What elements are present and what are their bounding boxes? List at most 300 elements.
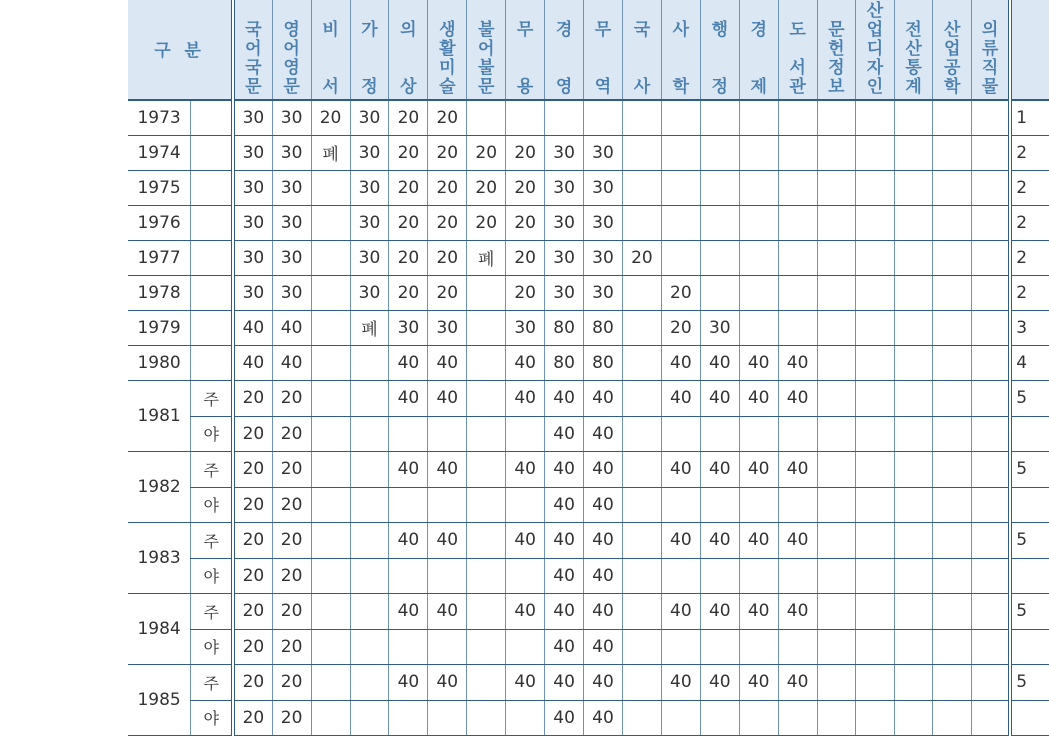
quota-cell: 30: [350, 170, 389, 205]
quota-cell: 40: [545, 416, 584, 451]
quota-cell: [933, 558, 972, 593]
quota-cell: [933, 380, 972, 416]
quota-cell: [856, 135, 895, 170]
session-cell: 주: [191, 451, 233, 487]
quota-cell: [350, 593, 389, 629]
quota-cell: 40: [661, 451, 700, 487]
quota-cell: [467, 487, 506, 522]
header-char: 생: [439, 20, 456, 40]
quota-cell: [311, 593, 350, 629]
quota-cell: [778, 310, 817, 345]
header-subject-label: [867, 2, 883, 99]
header-char: 업: [866, 20, 884, 40]
quota-cell: 40: [778, 345, 817, 380]
quota-cell: [972, 593, 1011, 629]
quota-cell: [428, 629, 467, 664]
quota-cell: 40: [661, 522, 700, 558]
quota-cell: [972, 629, 1011, 664]
quota-cell: 40: [700, 664, 739, 700]
quota-cell: [700, 275, 739, 310]
quota-cell: 20: [272, 700, 311, 735]
quota-cell: [933, 700, 972, 735]
header-char: [361, 59, 377, 78]
quota-cell: 40: [739, 664, 778, 700]
quota-cell: 20: [467, 170, 506, 205]
quota-cell: [972, 100, 1011, 135]
quota-cell: 40: [661, 345, 700, 380]
quota-cell: 폐: [350, 310, 389, 345]
quota-cell: [856, 700, 895, 735]
quota-cell: 20: [233, 629, 272, 664]
quota-cell: [778, 629, 817, 664]
quota-cell: [350, 451, 389, 487]
header-char: 상: [400, 77, 417, 97]
quota-cell: 30: [584, 170, 623, 205]
header-subject: [350, 0, 389, 100]
quota-cell: 40: [428, 593, 467, 629]
quota-cell: [739, 170, 778, 205]
total-cell: [1010, 558, 1049, 593]
header-subject-label: [283, 21, 299, 99]
quota-cell: [700, 135, 739, 170]
total-cell: 5: [1010, 451, 1049, 487]
quota-cell: 40: [545, 558, 584, 593]
table-row: [128, 700, 1049, 735]
header-char: [595, 40, 611, 59]
header-char: 비: [322, 20, 339, 40]
quota-cell: [506, 558, 545, 593]
quota-cell: [856, 522, 895, 558]
header-subject-label: [595, 21, 611, 99]
table-row: [128, 487, 1049, 522]
quota-cell: 30: [545, 240, 584, 275]
quota-cell: [350, 629, 389, 664]
quota-cell: [622, 345, 661, 380]
table-header-row: [128, 0, 1049, 100]
quota-cell: [467, 345, 506, 380]
quota-cell: [817, 240, 856, 275]
session-cell: [191, 275, 233, 310]
quota-cell: [933, 487, 972, 522]
header-char: [673, 40, 689, 59]
quota-cell: 80: [584, 345, 623, 380]
quota-cell: 30: [350, 205, 389, 240]
header-char: [400, 40, 416, 59]
header-char: 영: [283, 20, 300, 40]
quota-cell: 40: [739, 522, 778, 558]
quota-cell: [933, 522, 972, 558]
quota-cell: [817, 629, 856, 664]
quota-cell: [894, 170, 933, 205]
quota-cell: 30: [506, 310, 545, 345]
quota-cell: [311, 416, 350, 451]
header-char: [982, 2, 998, 21]
quota-cell: 40: [506, 593, 545, 629]
table-row: [128, 100, 1049, 135]
quota-cell: 20: [506, 240, 545, 275]
quota-cell: [778, 558, 817, 593]
quota-cell: 40: [389, 522, 428, 558]
total-cell: 2: [1010, 170, 1049, 205]
quota-cell: [933, 451, 972, 487]
quota-cell: 80: [545, 310, 584, 345]
quota-cell: 30: [584, 240, 623, 275]
header-char: [517, 59, 533, 78]
quota-cell: [778, 240, 817, 275]
header-subject: [972, 0, 1011, 100]
quota-cell: [739, 100, 778, 135]
header-subject: [622, 0, 661, 100]
quota-cell: [817, 170, 856, 205]
quota-cell: 40: [428, 380, 467, 416]
header-char: 자: [866, 58, 884, 78]
quota-cell: [700, 700, 739, 735]
header-char: 사: [633, 77, 651, 97]
total-cell: 3: [1010, 310, 1049, 345]
header-char: 서: [789, 58, 806, 78]
quota-cell: [428, 416, 467, 451]
quota-cell: [894, 135, 933, 170]
header-char: 공: [943, 58, 961, 78]
session-cell: 야: [191, 700, 233, 735]
quota-cell: [778, 416, 817, 451]
header-total: [1010, 0, 1049, 100]
quota-cell: [778, 100, 817, 135]
quota-cell: [506, 416, 545, 451]
quota-cell: [778, 135, 817, 170]
header-subject-label: [905, 2, 921, 99]
quota-cell: [894, 700, 933, 735]
header-char: [750, 59, 766, 78]
quota-cell: 30: [584, 275, 623, 310]
quota-cell: [894, 522, 933, 558]
session-cell: 야: [191, 487, 233, 522]
session-cell: 야: [191, 558, 233, 593]
session-cell: [191, 100, 233, 135]
quota-cell: [622, 275, 661, 310]
header-char: 역: [594, 77, 612, 97]
quota-cell: [389, 629, 428, 664]
table-row: [128, 205, 1049, 240]
table-row: [128, 629, 1049, 664]
quota-cell: [933, 240, 972, 275]
quota-cell: [856, 487, 895, 522]
quota-cell: 40: [233, 310, 272, 345]
quota-cell: 20: [506, 170, 545, 205]
quota-cell: [739, 205, 778, 240]
header-char: [517, 40, 533, 59]
quota-cell: [700, 629, 739, 664]
header-char: 산: [866, 1, 884, 21]
quota-cell: [661, 558, 700, 593]
quota-cell: 40: [428, 522, 467, 558]
quota-cell: [972, 135, 1011, 170]
header-subject-label: [478, 21, 494, 99]
quota-cell: [311, 664, 350, 700]
quota-cell: [467, 275, 506, 310]
year-cell: 1974: [128, 135, 191, 170]
header-subject-label: [245, 21, 261, 99]
quota-cell: [894, 205, 933, 240]
header-char: 학: [672, 77, 690, 97]
header-subject-label: [750, 21, 766, 99]
quota-cell: 30: [350, 275, 389, 310]
quota-cell: [856, 664, 895, 700]
quota-cell: [817, 310, 856, 345]
table-row: [128, 310, 1049, 345]
quota-cell: [817, 416, 856, 451]
quota-cell: [817, 664, 856, 700]
header-char: 무: [516, 20, 534, 40]
header-char: 의: [400, 20, 417, 40]
quota-cell: 40: [545, 451, 584, 487]
quota-cell: [506, 487, 545, 522]
quota-cell: 30: [272, 135, 311, 170]
quota-cell: [622, 558, 661, 593]
quota-cell: [856, 240, 895, 275]
quota-cell: [972, 522, 1011, 558]
header-subject: [933, 0, 972, 100]
quota-cell: 40: [545, 629, 584, 664]
quota-cell: [856, 593, 895, 629]
year-cell: 1982: [128, 451, 191, 522]
quota-cell: [972, 451, 1011, 487]
quota-cell: [972, 558, 1011, 593]
quota-cell: [622, 100, 661, 135]
header-char: [361, 40, 377, 59]
quota-cell: [428, 700, 467, 735]
quota-cell: 40: [506, 522, 545, 558]
header-char: 영: [555, 77, 573, 97]
header-char: [634, 40, 650, 59]
header-subject-label: [556, 21, 572, 99]
quota-cell: [817, 380, 856, 416]
quota-cell: 40: [389, 451, 428, 487]
total-cell: 5: [1010, 664, 1049, 700]
header-char: 헌: [828, 39, 845, 59]
quota-cell: 20: [622, 240, 661, 275]
header-char: 무: [594, 20, 612, 40]
header-char: 미: [439, 58, 456, 78]
quota-cell: [972, 310, 1011, 345]
header-char: [905, 2, 921, 21]
quota-cell: [894, 629, 933, 664]
quota-cell: [506, 629, 545, 664]
year-cell: 1983: [128, 522, 191, 593]
quota-cell: 30: [272, 205, 311, 240]
quota-cell: [894, 100, 933, 135]
enrollment-quota-table: [128, 0, 1049, 736]
quota-cell: 40: [739, 345, 778, 380]
quota-cell: 40: [584, 451, 623, 487]
header-subject-label: [673, 21, 689, 99]
header-char: 보: [828, 77, 845, 97]
quota-cell: [856, 380, 895, 416]
quota-cell: [622, 380, 661, 416]
quota-cell: 20: [428, 205, 467, 240]
quota-cell: 40: [584, 487, 623, 522]
header-char: 행: [711, 20, 728, 40]
year-cell: 1977: [128, 240, 191, 275]
header-char: [789, 40, 805, 59]
quota-cell: [817, 700, 856, 735]
quota-cell: 20: [506, 135, 545, 170]
quota-cell: [894, 345, 933, 380]
header-subject-label: [982, 2, 998, 99]
table-row: [128, 522, 1049, 558]
quota-cell: [933, 345, 972, 380]
quota-cell: [739, 487, 778, 522]
quota-cell: [389, 700, 428, 735]
quota-cell: [856, 416, 895, 451]
table-row: [128, 416, 1049, 451]
quota-cell: [856, 170, 895, 205]
quota-cell: [739, 310, 778, 345]
header-char: [750, 40, 766, 59]
quota-cell: [972, 170, 1011, 205]
quota-cell: 30: [389, 310, 428, 345]
quota-cell: [856, 205, 895, 240]
header-char: 경: [555, 20, 573, 40]
header-subject-label: [944, 2, 960, 99]
header-char: [673, 59, 689, 78]
total-cell: 5: [1010, 593, 1049, 629]
quota-cell: [700, 416, 739, 451]
total-cell: [1010, 629, 1049, 664]
quota-cell: 40: [584, 700, 623, 735]
quota-cell: 40: [389, 380, 428, 416]
quota-cell: 40: [545, 380, 584, 416]
quota-cell: [894, 240, 933, 275]
header-subject: [584, 0, 623, 100]
header-char: 서: [322, 77, 339, 97]
quota-cell: [817, 593, 856, 629]
quota-cell: [506, 700, 545, 735]
header-category: 구 분: [128, 0, 233, 100]
quota-cell: 20: [389, 170, 428, 205]
quota-cell: [972, 205, 1011, 240]
quota-cell: 40: [584, 558, 623, 593]
quota-cell: 40: [700, 522, 739, 558]
header-char: [322, 59, 338, 78]
quota-cell: 30: [350, 240, 389, 275]
quota-cell: [389, 487, 428, 522]
quota-cell: 20: [233, 664, 272, 700]
quota-cell: 40: [584, 629, 623, 664]
header-subject: [389, 0, 428, 100]
header-char: 학: [943, 77, 961, 97]
quota-cell: 40: [739, 380, 778, 416]
quota-cell: [661, 629, 700, 664]
quota-cell: [350, 522, 389, 558]
quota-cell: 20: [272, 522, 311, 558]
header-subject: [894, 0, 933, 100]
quota-cell: [350, 558, 389, 593]
session-cell: 주: [191, 522, 233, 558]
header-char: [556, 59, 572, 78]
header-subject: [700, 0, 739, 100]
table-row: [128, 240, 1049, 275]
quota-cell: [739, 275, 778, 310]
quota-cell: [389, 416, 428, 451]
quota-cell: [856, 629, 895, 664]
quota-cell: 30: [272, 275, 311, 310]
quota-cell: 40: [584, 380, 623, 416]
session-cell: 야: [191, 416, 233, 451]
quota-cell: 20: [661, 275, 700, 310]
quota-cell: [700, 170, 739, 205]
quota-cell: [739, 135, 778, 170]
header-subject: [661, 0, 700, 100]
quota-cell: [972, 700, 1011, 735]
header-char: 의: [981, 20, 999, 40]
header-char: 산: [905, 39, 922, 59]
quota-cell: [506, 100, 545, 135]
header-char: 불: [478, 20, 495, 40]
quota-cell: 40: [428, 345, 467, 380]
header-char: 가: [361, 20, 378, 40]
quota-cell: [894, 416, 933, 451]
quota-cell: 40: [661, 593, 700, 629]
header-char: 불: [478, 58, 495, 78]
quota-cell: 40: [584, 593, 623, 629]
table-row: [128, 451, 1049, 487]
quota-cell: [350, 416, 389, 451]
quota-cell: 20: [233, 700, 272, 735]
quota-cell: [778, 700, 817, 735]
header-subject: [272, 0, 311, 100]
total-cell: [1010, 416, 1049, 451]
quota-cell: [350, 345, 389, 380]
quota-cell: 40: [700, 451, 739, 487]
session-cell: [191, 345, 233, 380]
quota-cell: [350, 380, 389, 416]
header-subject: [739, 0, 778, 100]
session-cell: [191, 310, 233, 345]
quota-cell: 20: [233, 487, 272, 522]
quota-cell: [700, 240, 739, 275]
quota-cell: [894, 664, 933, 700]
quota-cell: [622, 664, 661, 700]
quota-cell: [622, 205, 661, 240]
quota-cell: 30: [272, 170, 311, 205]
quota-cell: 40: [778, 451, 817, 487]
quota-cell: 40: [545, 700, 584, 735]
header-char: [595, 59, 611, 78]
header-subject-label: [634, 21, 650, 99]
header-subject-label: [828, 2, 844, 99]
quota-cell: 20: [389, 100, 428, 135]
table-row: [128, 558, 1049, 593]
quota-cell: [467, 100, 506, 135]
quota-cell: [622, 170, 661, 205]
quota-cell: [933, 664, 972, 700]
quota-cell: [467, 310, 506, 345]
quota-cell: 40: [428, 451, 467, 487]
quota-cell: [933, 170, 972, 205]
quota-cell: 40: [778, 593, 817, 629]
header-subject-label: [517, 21, 533, 99]
quota-cell: 20: [272, 380, 311, 416]
quota-cell: [661, 100, 700, 135]
quota-cell: [817, 451, 856, 487]
quota-cell: [622, 416, 661, 451]
quota-cell: [933, 205, 972, 240]
header-char: [556, 40, 572, 59]
quota-cell: [467, 558, 506, 593]
quota-cell: 20: [272, 416, 311, 451]
quota-cell: 20: [428, 135, 467, 170]
